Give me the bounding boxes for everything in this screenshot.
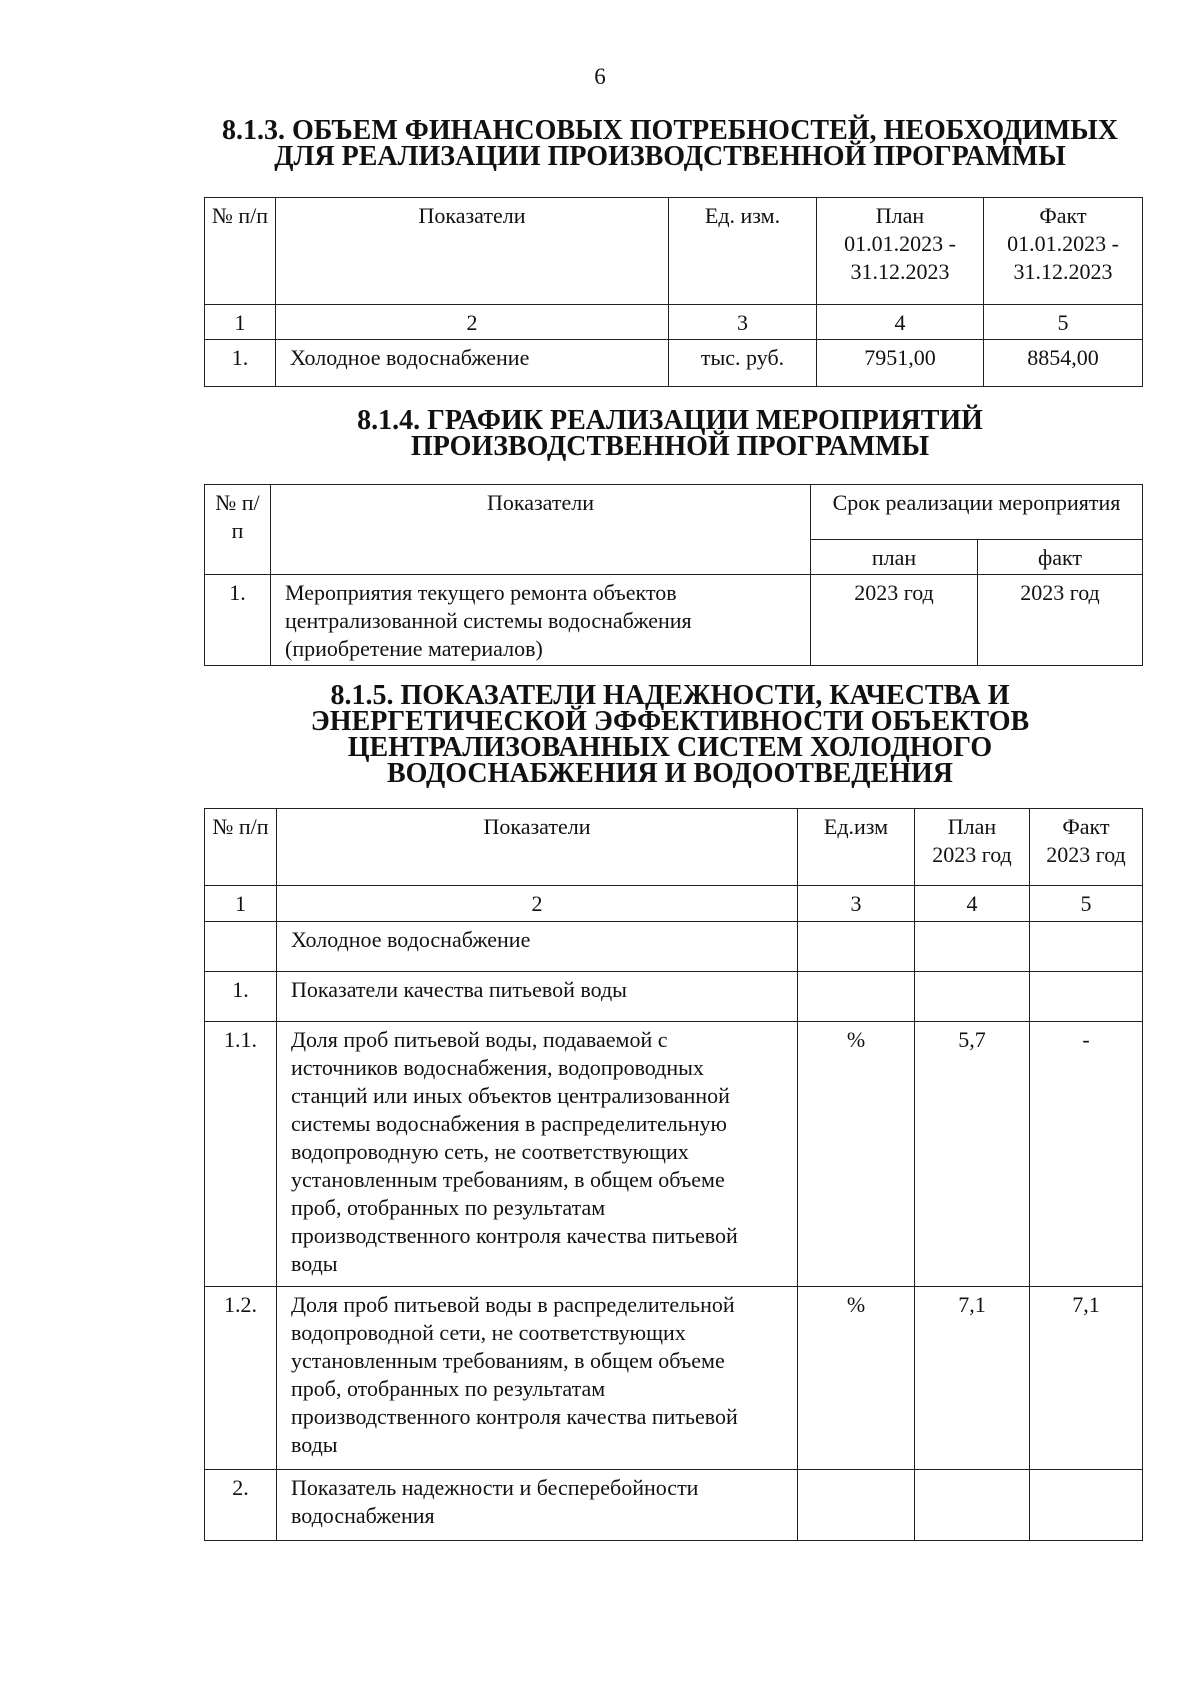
title-line: 8.1.3. ОБЪЕМ ФИНАНСОВЫХ ПОТРЕБНОСТЕЙ, НЕОБХОДИМЫХ bbox=[222, 115, 1118, 146]
table-row bbox=[205, 1022, 1143, 1287]
row-indicator bbox=[271, 575, 811, 666]
header-indicators: Показатели bbox=[277, 809, 798, 886]
indicator-line: производственного контроля качества питьевой bbox=[291, 1223, 738, 1248]
header-plan-line: План bbox=[875, 203, 925, 228]
header-plan-line: 31.12.2023 bbox=[850, 259, 950, 284]
header-plan: план bbox=[811, 540, 978, 575]
reliability-indicators-table bbox=[204, 808, 1143, 1541]
header-num: № п/п bbox=[205, 809, 277, 886]
header-unit: Ед. изм. bbox=[669, 198, 817, 305]
col-number: 4 bbox=[817, 305, 984, 340]
col-number: 4 bbox=[915, 886, 1030, 922]
indicator-line: производственного контроля качества питьевой bbox=[291, 1404, 738, 1429]
table-row bbox=[205, 972, 1143, 1022]
row-num: 1.2. bbox=[205, 1287, 277, 1470]
indicator-line: водопроводную сеть, не соответствующих bbox=[291, 1139, 689, 1164]
column-number-row bbox=[205, 305, 1143, 340]
header-plan-line: 01.01.2023 - bbox=[844, 231, 956, 256]
indicator-line: водоснабжения bbox=[291, 1503, 435, 1528]
row-fact: 2023 год bbox=[978, 575, 1143, 666]
header-fact-line: 31.12.2023 bbox=[1013, 259, 1113, 284]
indicator-line: Холодное водоснабжение bbox=[291, 927, 531, 952]
header-indicators: Показатели bbox=[271, 485, 811, 575]
row-plan bbox=[915, 1470, 1030, 1541]
page-number: 6 bbox=[594, 64, 606, 89]
row-plan: 2023 год bbox=[811, 575, 978, 666]
col-number: 5 bbox=[984, 305, 1143, 340]
schedule-table bbox=[204, 484, 1143, 666]
indicator-line: воды bbox=[291, 1432, 338, 1457]
header-fact-line: Факт bbox=[1062, 814, 1110, 839]
indicator-line: Показатель надежности и бесперебойности bbox=[291, 1475, 699, 1500]
row-fact bbox=[1030, 972, 1143, 1022]
row-indicator bbox=[277, 1287, 798, 1470]
col-number: 5 bbox=[1030, 886, 1143, 922]
indicator-line: Мероприятия текущего ремонта объектов bbox=[285, 580, 677, 605]
title-line: ВОДОСНАБЖЕНИЯ И ВОДООТВЕДЕНИЯ bbox=[386, 758, 954, 789]
title-line: ПРОИЗВОДСТВЕННОЙ ПРОГРАММЫ bbox=[410, 431, 930, 462]
col-number: 2 bbox=[276, 305, 669, 340]
column-number-row bbox=[205, 886, 1143, 922]
row-unit: тыс. руб. bbox=[669, 340, 817, 387]
section-814-title bbox=[180, 405, 1160, 462]
row-plan bbox=[915, 922, 1030, 972]
col-number: 3 bbox=[669, 305, 817, 340]
header-num: № п/п bbox=[205, 485, 271, 575]
row-plan: 7951,00 bbox=[817, 340, 984, 387]
header-num: № п/п bbox=[205, 198, 276, 305]
indicator-line: (приобретение материалов) bbox=[285, 636, 543, 661]
col-number: 2 bbox=[277, 886, 798, 922]
header-plan bbox=[915, 809, 1030, 886]
table-row bbox=[205, 575, 1143, 666]
header-fact bbox=[984, 198, 1143, 305]
row-plan: 5,7 bbox=[915, 1022, 1030, 1287]
row-num bbox=[205, 922, 277, 972]
header-fact-line: Факт bbox=[1039, 203, 1087, 228]
indicator-line: водопроводной сети, не соответствующих bbox=[291, 1320, 686, 1345]
indicator-line: Показатели качества питьевой воды bbox=[291, 977, 627, 1002]
indicator-line: проб, отобранных по результатам bbox=[291, 1376, 606, 1401]
row-indicator bbox=[277, 972, 798, 1022]
indicator-line: воды bbox=[291, 1251, 338, 1276]
row-plan bbox=[915, 972, 1030, 1022]
row-fact bbox=[1030, 1470, 1143, 1541]
table-row bbox=[205, 1470, 1143, 1541]
title-line: ДЛЯ РЕАЛИЗАЦИИ ПРОИЗВОДСТВЕННОЙ ПРОГРАММЫ bbox=[274, 141, 1066, 172]
indicator-line: централизованной системы водоснабжения bbox=[285, 608, 692, 633]
row-indicator bbox=[277, 1470, 798, 1541]
indicator-line: источников водоснабжения, водопроводных bbox=[291, 1055, 704, 1080]
row-indicator bbox=[277, 922, 798, 972]
indicator-line: установленным требованиям, в общем объеме bbox=[291, 1167, 725, 1192]
row-num: 2. bbox=[205, 1470, 277, 1541]
indicator-line: Доля проб питьевой воды в распределительной bbox=[291, 1292, 735, 1317]
header-fact-line: 01.01.2023 - bbox=[1007, 231, 1119, 256]
row-indicator: Холодное водоснабжение bbox=[276, 340, 669, 387]
table-header-row bbox=[205, 485, 1143, 540]
table-row bbox=[205, 1287, 1143, 1470]
row-unit bbox=[798, 1470, 915, 1541]
row-fact: - bbox=[1030, 1022, 1143, 1287]
row-fact: 8854,00 bbox=[984, 340, 1143, 387]
title-line: 8.1.4. ГРАФИК РЕАЛИЗАЦИИ МЕРОПРИЯТИЙ bbox=[357, 405, 983, 436]
header-fact bbox=[1030, 809, 1143, 886]
row-unit: % bbox=[798, 1287, 915, 1470]
title-line: ЦЕНТРАЛИЗОВАННЫХ СИСТЕМ ХОЛОДНОГО bbox=[347, 732, 993, 763]
row-unit bbox=[798, 972, 915, 1022]
indicator-line: проб, отобранных по результатам bbox=[291, 1195, 606, 1220]
financial-needs-table bbox=[204, 197, 1143, 387]
row-indicator bbox=[277, 1022, 798, 1287]
row-num: 1.1. bbox=[205, 1022, 277, 1287]
table-header-row bbox=[205, 809, 1143, 886]
row-fact bbox=[1030, 922, 1143, 972]
row-num: 1. bbox=[205, 575, 271, 666]
indicator-line: станций или иных объектов централизованной bbox=[291, 1083, 730, 1108]
title-line: 8.1.5. ПОКАЗАТЕЛИ НАДЕЖНОСТИ, КАЧЕСТВА И bbox=[330, 680, 1010, 711]
indicator-line: Доля проб питьевой воды, подаваемой с bbox=[291, 1027, 668, 1052]
section-815-title bbox=[180, 680, 1160, 789]
col-number: 3 bbox=[798, 886, 915, 922]
table-header-row bbox=[205, 198, 1143, 305]
header-plan bbox=[817, 198, 984, 305]
row-num: 1. bbox=[205, 340, 276, 387]
row-plan: 7,1 bbox=[915, 1287, 1030, 1470]
col-number: 1 bbox=[205, 305, 276, 340]
table-row bbox=[205, 340, 1143, 387]
header-fact: факт bbox=[978, 540, 1143, 575]
header-fact-line: 2023 год bbox=[1046, 842, 1126, 867]
title-line: ЭНЕРГЕТИЧЕСКОЙ ЭФФЕКТИВНОСТИ ОБЪЕКТОВ bbox=[310, 706, 1030, 737]
header-unit: Ед.изм bbox=[798, 809, 915, 886]
header-plan-line: План bbox=[947, 814, 997, 839]
row-unit bbox=[798, 922, 915, 972]
section-813-title bbox=[180, 115, 1160, 172]
header-plan-line: 2023 год bbox=[932, 842, 1012, 867]
col-number: 1 bbox=[205, 886, 277, 922]
indicator-line: установленным требованиям, в общем объеме bbox=[291, 1348, 725, 1373]
table-row bbox=[205, 922, 1143, 972]
header-period: Срок реализации мероприятия bbox=[811, 485, 1143, 540]
header-indicators: Показатели bbox=[276, 198, 669, 305]
row-fact: 7,1 bbox=[1030, 1287, 1143, 1470]
indicator-line: системы водоснабжения в распределительную bbox=[291, 1111, 727, 1136]
row-num: 1. bbox=[205, 972, 277, 1022]
row-unit: % bbox=[798, 1022, 915, 1287]
